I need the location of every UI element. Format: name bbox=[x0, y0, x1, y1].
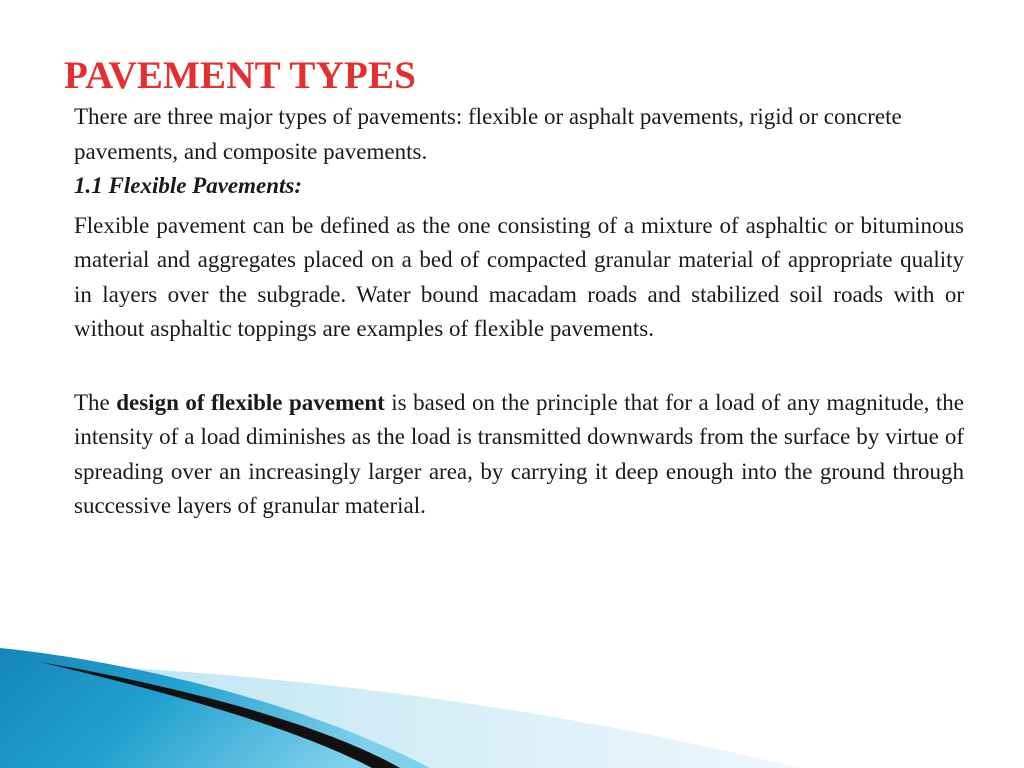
design-paragraph bbox=[74, 381, 964, 524]
design-rest: is based on the principle that for a load of any magnitude, the intensity of a load diminishes as the load is transmitted downwards from the surface by virtue of spreading over an increasingly larger area, by carrying it deep enough into the ground through successive layers of granular material. bbox=[74, 389, 964, 518]
slide-title: PAVEMENT TYPES bbox=[64, 54, 417, 97]
blue-swoosh bbox=[0, 648, 430, 768]
definition-paragraph: Flexible pavement can be defined as the one consisting of a mixture of asphaltic or bituminous material and aggregates placed on a bed of compacted granular material of appropriate quality in layers over the subgrade. Water bound macadam roads and stabilized soil roads with or without asphaltic toppings are examples of flexible pavements. bbox=[74, 212, 964, 341]
section-subheading: 1.1 Flexible Pavements: bbox=[74, 173, 303, 198]
design-prefix: The bbox=[74, 389, 117, 415]
dark-swoosh bbox=[40, 662, 400, 768]
slide-body bbox=[74, 100, 964, 524]
intro-paragraph: There are three major types of pavements: flexible or asphalt pavements, rigid or concrete pavements, and composite pavements. bbox=[74, 104, 902, 164]
light-swoosh bbox=[0, 662, 800, 768]
design-emphasis: design of flexible pavement bbox=[116, 389, 385, 415]
